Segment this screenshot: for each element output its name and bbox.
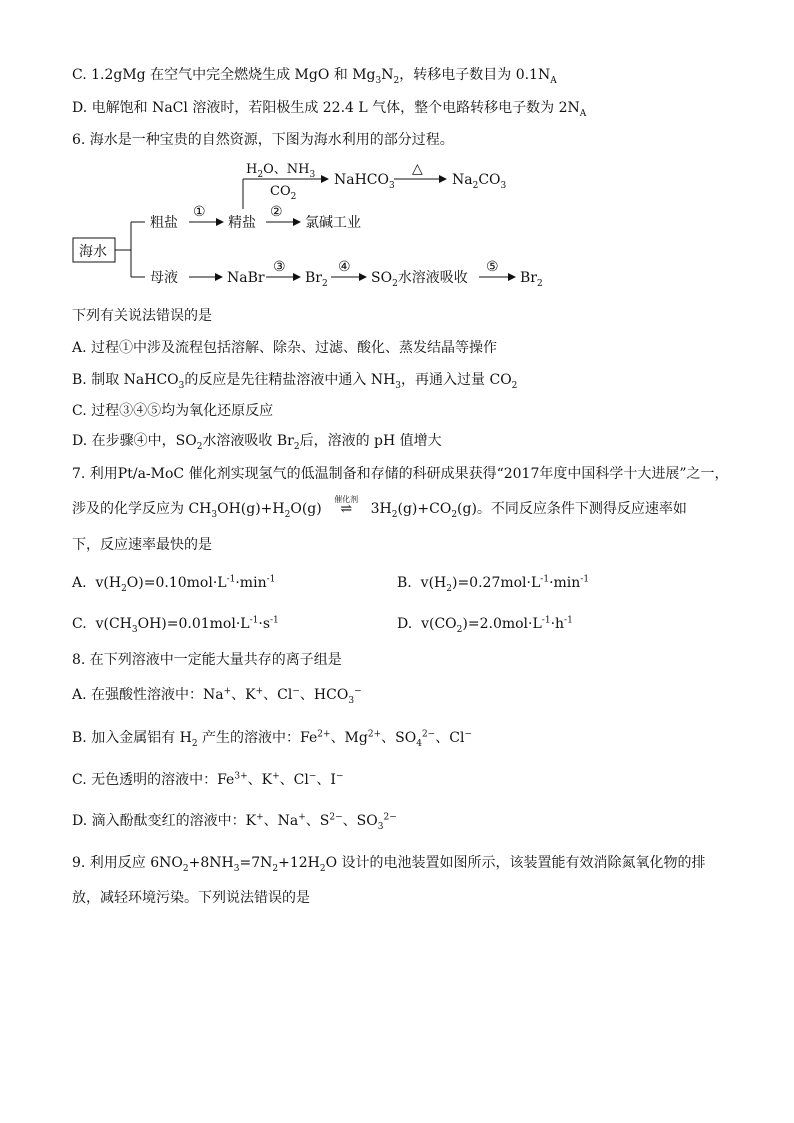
nabr-label: NaBr — [227, 270, 265, 286]
q5-option-d: D. 电解饱和 NaCl 溶液时，若阳极生成 22.4 L 气体，整个电路转移电子数为 $2N_A$ — [72, 100, 587, 119]
mother-liquor-label: 母液 — [150, 270, 178, 286]
q7-option-d: D. $v(CO_2)=2.0mol\cdot L^{-1}\cdot h^{-1}$ — [397, 615, 573, 635]
na2co3-label: $Na_2CO_3$ — [452, 172, 507, 191]
q7-stem-line-2: 涉及的化学反应为 $CH_3OH(g)+H_2O(g)$ 催化剂 ⇌ $3H_2(g)+CO_2(g)$。不同反应条件下测得反应速率如 — [72, 500, 687, 518]
catalyst-arrow: 催化剂 ⇌ — [326, 500, 366, 518]
seawater-label: 海水 — [79, 244, 107, 260]
br2-label: $Br_2$ — [305, 270, 328, 289]
step-1-label: ① — [193, 204, 206, 220]
step-2-label: ② — [270, 204, 283, 220]
q8-option-a: A. 在强酸性溶液中：Na+、K+、Cl−、$HCO_3^-$ — [72, 686, 362, 706]
q8-stem: 8. 在下列溶液中一定能大量共存的离子组是 — [72, 652, 342, 668]
reagents-bottom: $CO_2$ — [270, 184, 297, 202]
q6-stem: 6. 海水是一种宝贵的自然资源，下图为海水利用的部分过程。 — [72, 132, 454, 148]
step-3-label: ③ — [273, 259, 286, 275]
br2-final-label: $Br_2$ — [520, 270, 543, 289]
heat-label: △ — [412, 161, 423, 177]
seawater-flow-diagram — [0, 155, 794, 295]
q6-option-c: C. 过程③④⑤均为氧化还原反应 — [72, 403, 274, 419]
q6-option-d: D. 在步骤④中，$SO_2$水溶液吸收 $Br_2$后，溶液的 pH 值增大 — [72, 433, 442, 452]
q9-stem-line-2: 放，减轻环境污染。下列说法错误的是 — [72, 890, 310, 906]
refined-salt-label: 精盐 — [228, 215, 256, 231]
chlor-alkali-label: 氯碱工业 — [305, 215, 361, 231]
crude-salt-label: 粗盐 — [150, 215, 178, 231]
so2-absorb-label: $SO_2$水溶液吸收 — [371, 270, 468, 289]
q8-option-d: D. 滴入酚酞变红的溶液中：K+、Na+、$S^{2-}$、$SO_3^{2-}$ — [72, 812, 397, 832]
catalyst-label: 催化剂 — [334, 495, 359, 504]
q8-option-b: B. 加入金属铝有 $H_2$ 产生的溶液中：$Fe^{2+}$、$Mg^{2+}$、$SO_4^{2-}$、Cl− — [72, 729, 472, 749]
reagents-top: $H_2O$、$NH_3$ — [246, 162, 316, 180]
q7-option-b: B. $v(H_2)=0.27mol\cdot L^{-1}\cdot\min^{-1}$ — [397, 574, 590, 594]
step-4-label: ④ — [338, 259, 351, 275]
q5-option-c: C. 1.2gMg 在空气中完全燃烧生成 MgO 和 $Mg_3N_2$，转移电子数目为 $0.1N_A$ — [72, 67, 557, 86]
q7-stem-line-3: 下，反应速率最快的是 — [72, 537, 212, 553]
q7-option-c: C. $v(CH_3OH)=0.01mol\cdot L^{-1}\cdot s^{-1}$ — [72, 615, 279, 635]
q6-option-b: B. 制取 NaHCO$_3$的反应是先往精盐溶液中通入 $NH_3$，再通入过量 $CO_2$ — [72, 372, 518, 391]
step-5-label: ⑤ — [486, 259, 499, 275]
q8-option-c: C. 无色透明的溶液中：$Fe^{3+}$、K+、Cl−、I− — [72, 771, 344, 788]
q6-option-a: A. 过程①中涉及流程包括溶解、除杂、过滤、酸化、蒸发结晶等操作 — [72, 340, 498, 356]
q7-option-a: A. $v(H_2O)=0.10mol\cdot L^{-1}\cdot\min^{-1}$ — [72, 574, 276, 594]
nahco3-label: NaHCO$_3$ — [334, 172, 395, 191]
q7-stem-line-1: 7. 利用Pt/a-MoC 催化剂实现氢气的低温制备和存储的科研成果获得“2017年度中国科学十大进展”之一， — [72, 466, 729, 482]
q6-question: 下列有关说法错误的是 — [72, 308, 212, 324]
q9-stem-line-1: 9. 利用反应 $6NO_2+8NH_3=7N_2+12H_2O$ 设计的电池装置如图所示，该装置能有效消除氮氧化物的排 — [72, 855, 706, 874]
